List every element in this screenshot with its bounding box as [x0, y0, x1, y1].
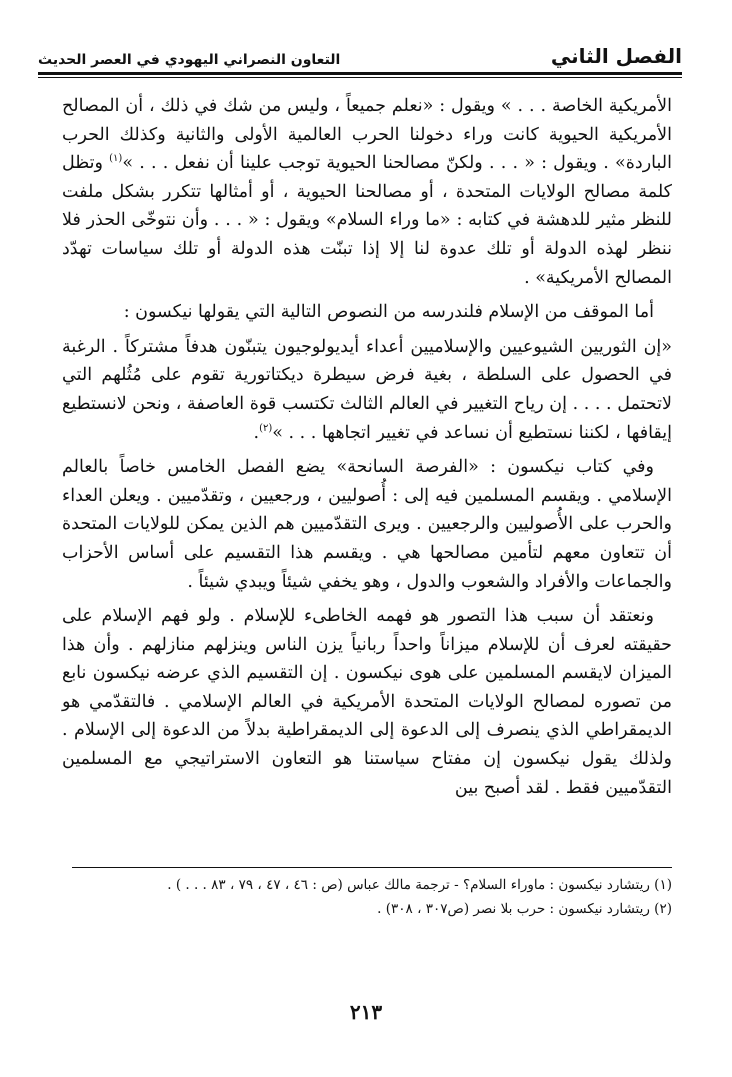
footnotes — [62, 873, 672, 921]
paragraph-2: أما الموقف من الإسلام فلندرسه من النصوص التالية التي يقولها نيكسون : — [123, 302, 654, 323]
footnote-ref-2[interactable]: (٢) — [259, 422, 273, 434]
footnote-1: (١) ريتشارد نيكسون : ماوراء السلام؟ - ترجمة مالك عباس (ص : ٤٦ ، ٤٧ ، ٧٩ ، ٨٣ . . . ) . — [167, 877, 672, 893]
body-text — [62, 92, 672, 808]
header-rule-thin — [38, 77, 682, 78]
paragraph-5: ونعتقد أن سبب هذا التصور هو فهمه الخاطىء للإسلام . ولو فهم الإسلام على حقيقته لعرف أن للإسلام ميزاناً واحداً ربانياً يزن الناس وينزلهم منازلهم . وأن هذا الميزان لايقسم المسلمين على هوى نيكسون . إن التقسيم الذي عرضه نيكسون نابع من تصوره لمصالح الولايات المتحدة الأمريكية في العالم الإسلامي . فالتقدّمي هو الديمقراطي الذي ينصرف إلى الدعوة إلى الديمقراطية بدلاً من الدعوة إلى الإسلام . ولذلك يقول نيكسون إن مفتاح سياستنا هو التعاون الاستراتيجي مع المسلمين التقدّميين فقط . لقد أصبح بين — [62, 606, 672, 798]
paragraph-1: الأمريكية الخاصة . . . » ويقول : «نعلم جميعاً ، وليس من شك في ذلك ، أن المصالح الأمريكية الحيوية كانت وراء دخولنا الحرب العالمية الأولى والثانية وكذلك الحرب الباردة» . ويقول : « . . . ولكنّ مصالحنا الحيوية توجب علينا أن نفعل . . . »$^{(١)}$ وتظل كلمة مصالح الولايات المتحدة ، أو مصالحنا الحيوية ، أو أمثالها تتكرر بشكل ملفت للنظر مثير للدهشة في كتابه : «ما وراء السلام» ويقول : « . . . وأن نتوخّى الحذر فلا ننظر لهذه الدولة أو تلك عدوة لنا إلا إذا تبنّت هذه الدولة أو تلك سياسات تهدّد المصالح الأمريكية» . — [62, 96, 672, 288]
header-rule-thick — [38, 72, 682, 75]
book-title: التعاون النصراني اليهودي في العصر الحديث — [38, 52, 341, 68]
running-header — [38, 38, 682, 68]
paragraph-4: وفي كتاب نيكسون : «الفرصة السانحة» يضع الفصل الخامس خاصاً بالعالم الإسلامي . ويقسم المسلمين فيه إلى : أُصوليين ، ورجعيين ، وتقدّميين . ويعلن العداء والحرب على الأُصوليين والرجعيين . ويرى التقدّميين هم الذين يمكن للولايات المتحدة أن تتعاون معهم لتأمين مصالحها هي . ويقسم هذا التقسيم على أساس الأحزاب والجماعات والأفراد والشعوب والدول ، وهو يخفي شيئاً ويبدي شيئاً . — [62, 457, 672, 592]
paragraph-3-quote: «إن الثوريين الشيوعيين والإسلاميين أعداء أيديولوجيون يتبنّون هدفاً مشتركاً . الرغبة في الحصول على السلطة ، بغية فرض سيطرة ديكتاتورية تقوم على مُثُلهم التي لاتحتمل . . . . إن رياح التغيير في العالم الثالث تكتسب قوة العاصفة ، ونحن لانستطيع إيقافها ، لكننا نستطيع أن نساعد في تغيير اتجاهها . . . »$^{(٢)}$. — [62, 336, 672, 443]
footnote-2: (٢) ريتشارد نيكسون : حرب بلا نصر (ص٣٠٧ ، ٣٠٨) . — [377, 901, 672, 917]
chapter-title: الفصل الثاني — [550, 44, 682, 68]
footnote-separator — [72, 867, 672, 868]
footnote-ref-1[interactable]: (١) — [109, 153, 123, 165]
page-number: ٢١٣ — [349, 1000, 383, 1024]
